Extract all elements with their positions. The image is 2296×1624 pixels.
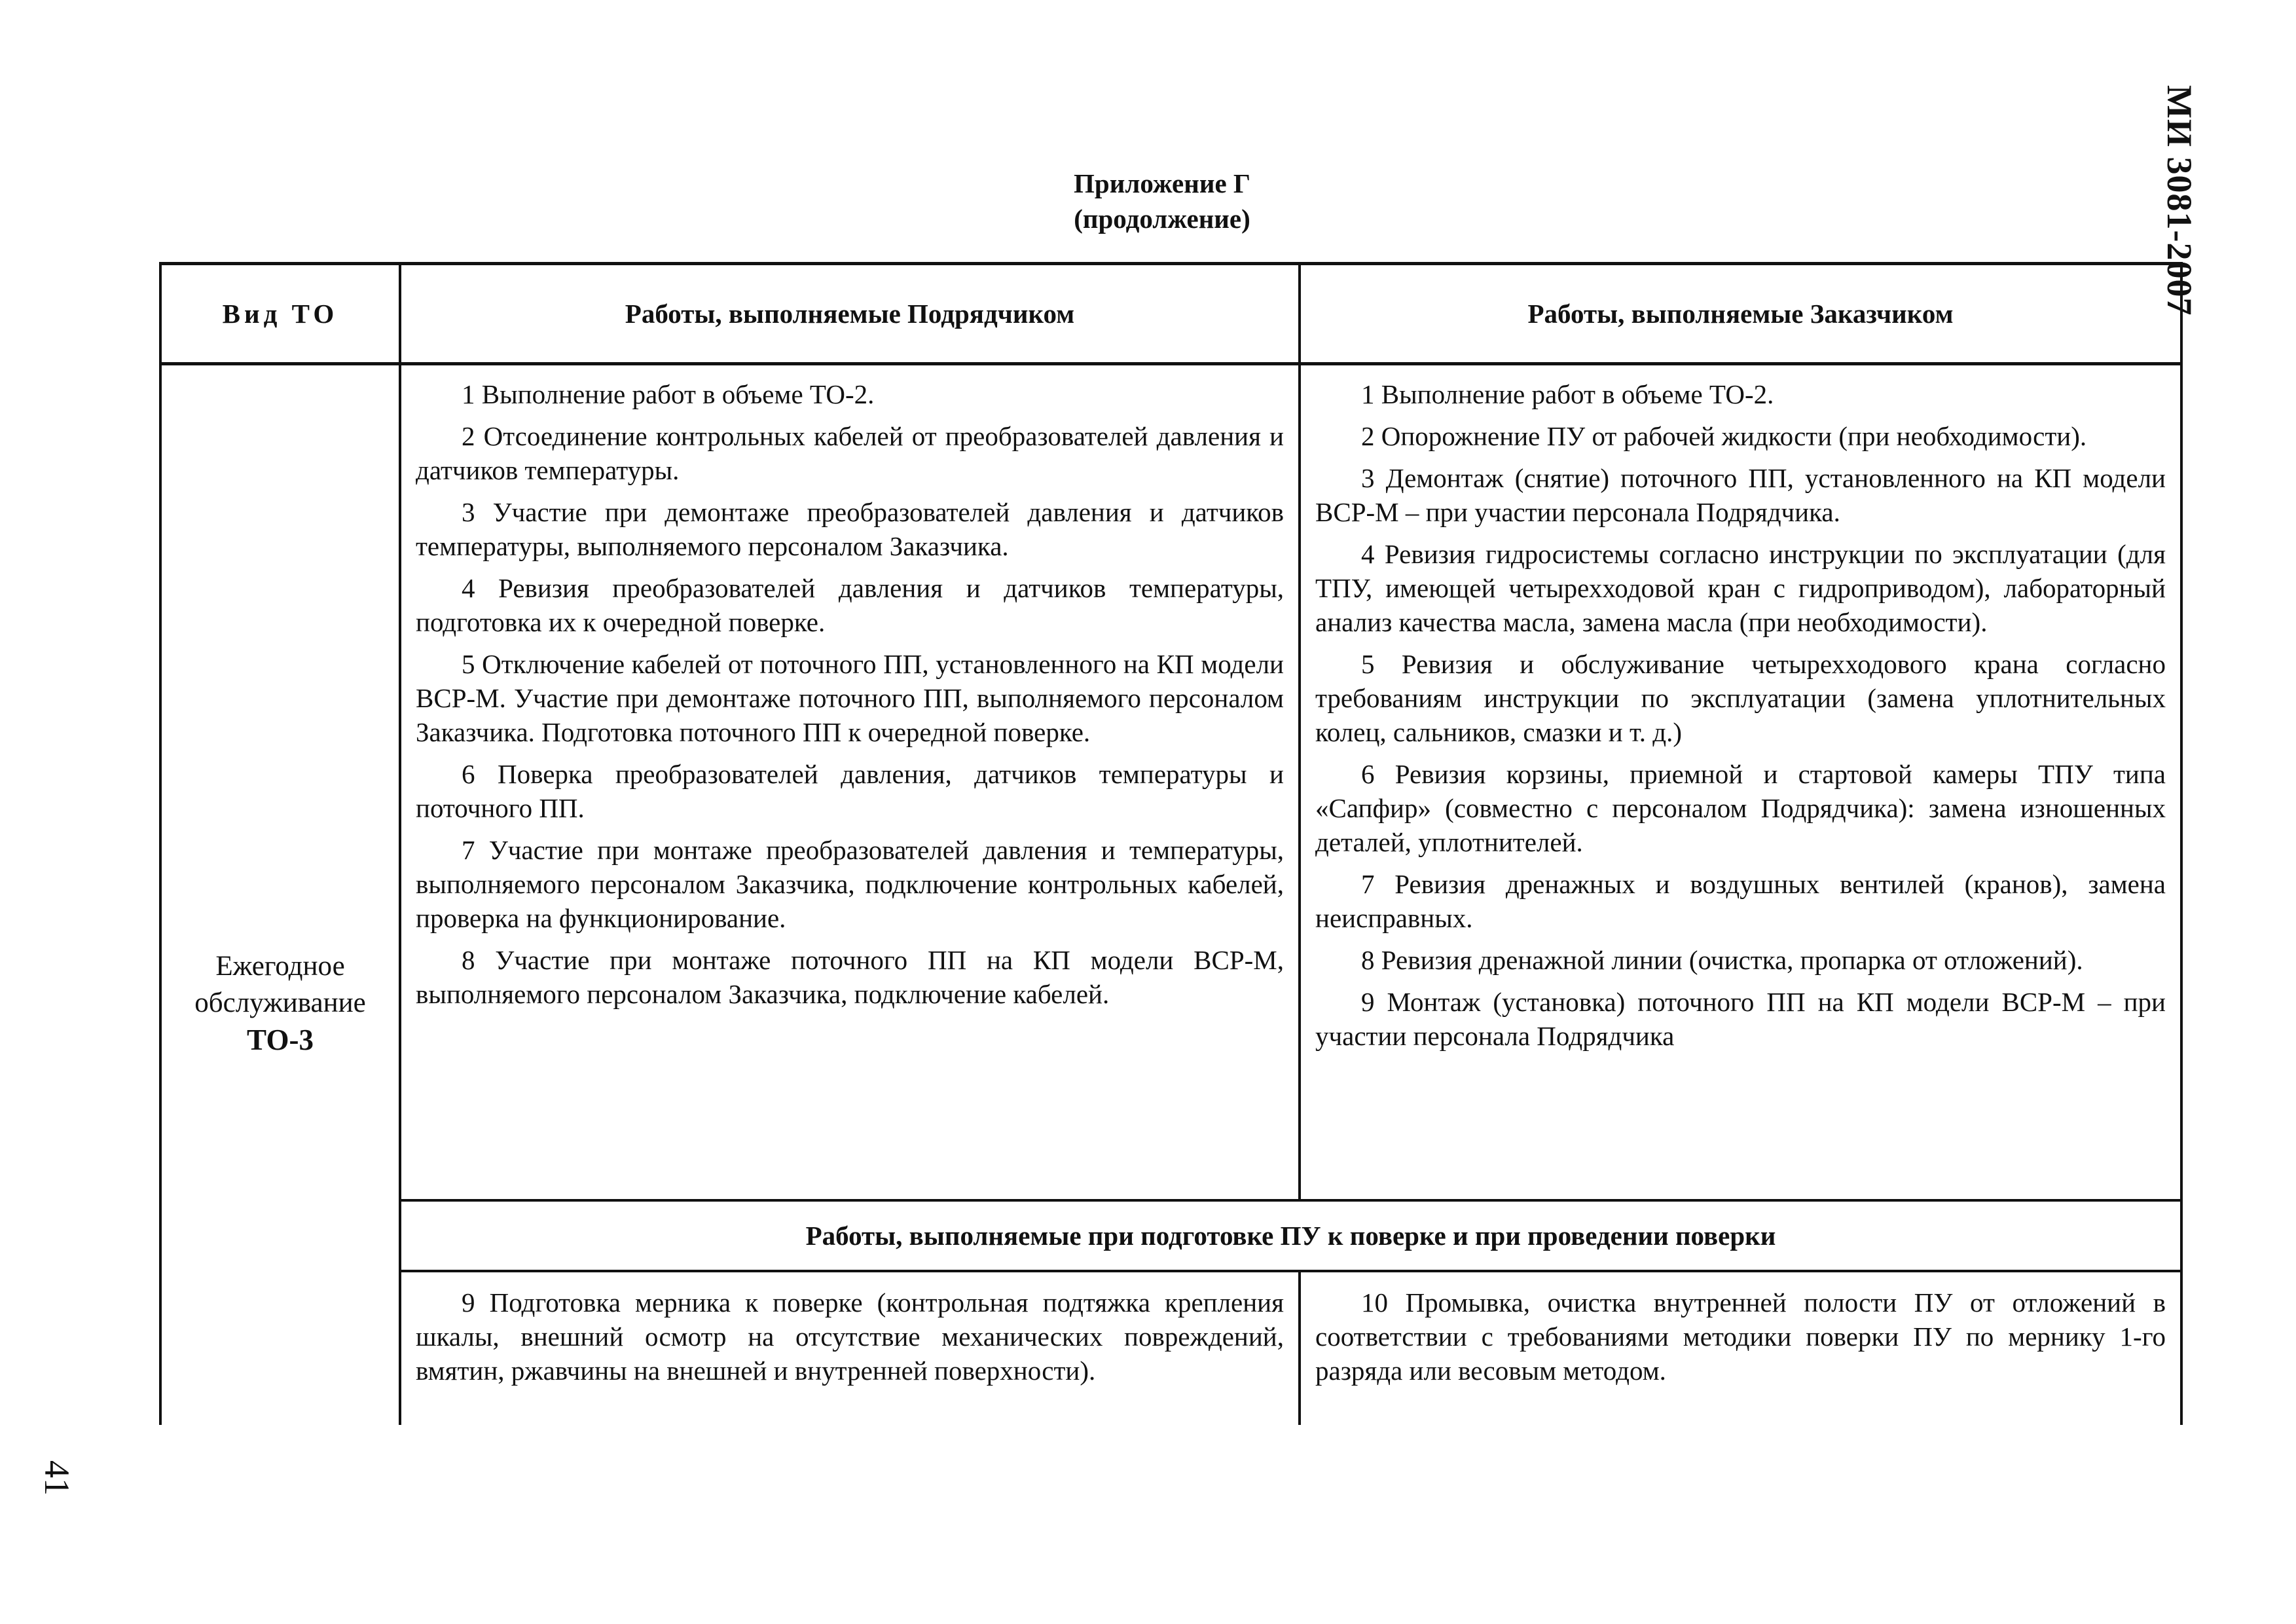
customer-item: 3 Демонтаж (снятие) поточного ПП, установленного на КП модели ВСР-М – при участии персонала Подрядчика.	[1315, 463, 2166, 527]
customer-item: 10 Промывка, очистка внутренней полости ПУ от отложений в соответствии с требованиями методики поверки ПУ по мернику 1-го разряда или весовым методом.	[1315, 1287, 2166, 1386]
customer-item: 7 Ревизия дренажных и воздушных вентилей (кранов), замена неисправных.	[1315, 869, 2166, 933]
contractor-item: 4 Ревизия преобразователей давления и датчиков температуры, подготовка их к очередной поверке.	[416, 573, 1284, 637]
subsection-header: Работы, выполняемые при подготовке ПУ к поверке и при проведении поверки	[400, 1200, 2181, 1271]
customer-item: 1 Выполнение работ в объеме ТО-2.	[1361, 379, 1774, 409]
maintenance-type-cell	[160, 364, 400, 1426]
contractor-item: 3 Участие при демонтаже преобразователей давления и датчиков температуры, выполняемого персоналом Заказчика.	[416, 497, 1284, 561]
header-contractor-works: Работы, выполняемые Подрядчиком	[400, 264, 1300, 364]
customer-item: 5 Ревизия и обслуживание четырехходового крана согласно требованиям инструкции по эксплуатации (замена уплотнительных колец, сальников, смазки и т. д.)	[1315, 649, 2166, 747]
header-customer-works: Работы, выполняемые Заказчиком	[1300, 264, 2181, 364]
type-label-line1: Ежегодное	[215, 951, 345, 982]
customer-item: 6 Ревизия корзины, приемной и стартовой камеры ТПУ типа «Сапфир» (совместно с персоналом Подрядчика): замена изношенных деталей, уплотнителей.	[1315, 759, 2166, 857]
appendix-title	[917, 166, 1408, 236]
table-header-row	[160, 264, 2181, 364]
verification-customer-cell	[1300, 1271, 2181, 1425]
type-cell-spacer	[162, 1058, 399, 1425]
verification-contractor-cell	[400, 1271, 1300, 1425]
header-maintenance-type: Вид ТО	[160, 264, 400, 364]
contractor-item: 6 Поверка преобразователей давления, датчиков температуры и поточного ПП.	[416, 759, 1284, 823]
table-row-to3	[160, 364, 2181, 1200]
contractor-item: 1 Выполнение работ в объеме ТО-2.	[462, 379, 875, 409]
customer-item: 8 Ревизия дренажной линии (очистка, пропарка от отложений).	[1361, 945, 2083, 975]
contractor-item: 2 Отсоединение контрольных кабелей от преобразователей давления и датчиков температуры.	[416, 421, 1284, 485]
page-number: 41	[37, 1460, 77, 1496]
appendix-subtitle-line: (продолжение)	[1074, 204, 1250, 234]
subsection-header-row	[160, 1200, 2181, 1271]
customer-item: 4 Ревизия гидросистемы согласно инструкции по эксплуатации (для ТПУ, имеющей четырехходовой кран с гидроприводом), лабораторный анализ качества масла, замена масла (при необходимости).	[1315, 539, 2166, 637]
appendix-title-line: Приложение Г	[1074, 168, 1250, 198]
customer-works-cell	[1300, 364, 2181, 1200]
contractor-item: 5 Отключение кабелей от поточного ПП, установленного на КП модели ВСР-М. Участие при демонтаже поточного ПП, выполняемого персоналом Заказчика. Подготовка поточного ПП к очередной поверке.	[416, 649, 1284, 747]
type-label-code: ТО-3	[247, 1024, 314, 1056]
contractor-works-cell	[400, 364, 1300, 1200]
table-row-verification	[160, 1271, 2181, 1425]
customer-item: 2 Опорожнение ПУ от рабочей жидкости (при необходимости).	[1361, 421, 2087, 451]
contractor-item: 7 Участие при монтаже преобразователей давления и температуры, выполняемого персоналом Заказчика, подключение контрольных кабелей, проверка на функционирование.	[416, 835, 1284, 933]
document-code: МИ 3081-2007	[2160, 85, 2199, 316]
contractor-item: 9 Подготовка мерника к поверке (контрольная подтяжка крепления шкалы, внешний осмотр на отсутствие механических повреждений, вмятин, ржавчины на внешней и внутренней поверхности).	[416, 1287, 1284, 1386]
type-label-line2: обслуживание	[194, 987, 366, 1018]
contractor-item: 8 Участие при монтаже поточного ПП на КП модели ВСР-М, выполняемого персоналом Заказчика, подключение кабелей.	[416, 945, 1284, 1009]
maintenance-table	[159, 262, 2183, 1425]
customer-item: 9 Монтаж (установка) поточного ПП на КП модели ВСР-М – при участии персонала Подрядчика	[1315, 987, 2166, 1051]
